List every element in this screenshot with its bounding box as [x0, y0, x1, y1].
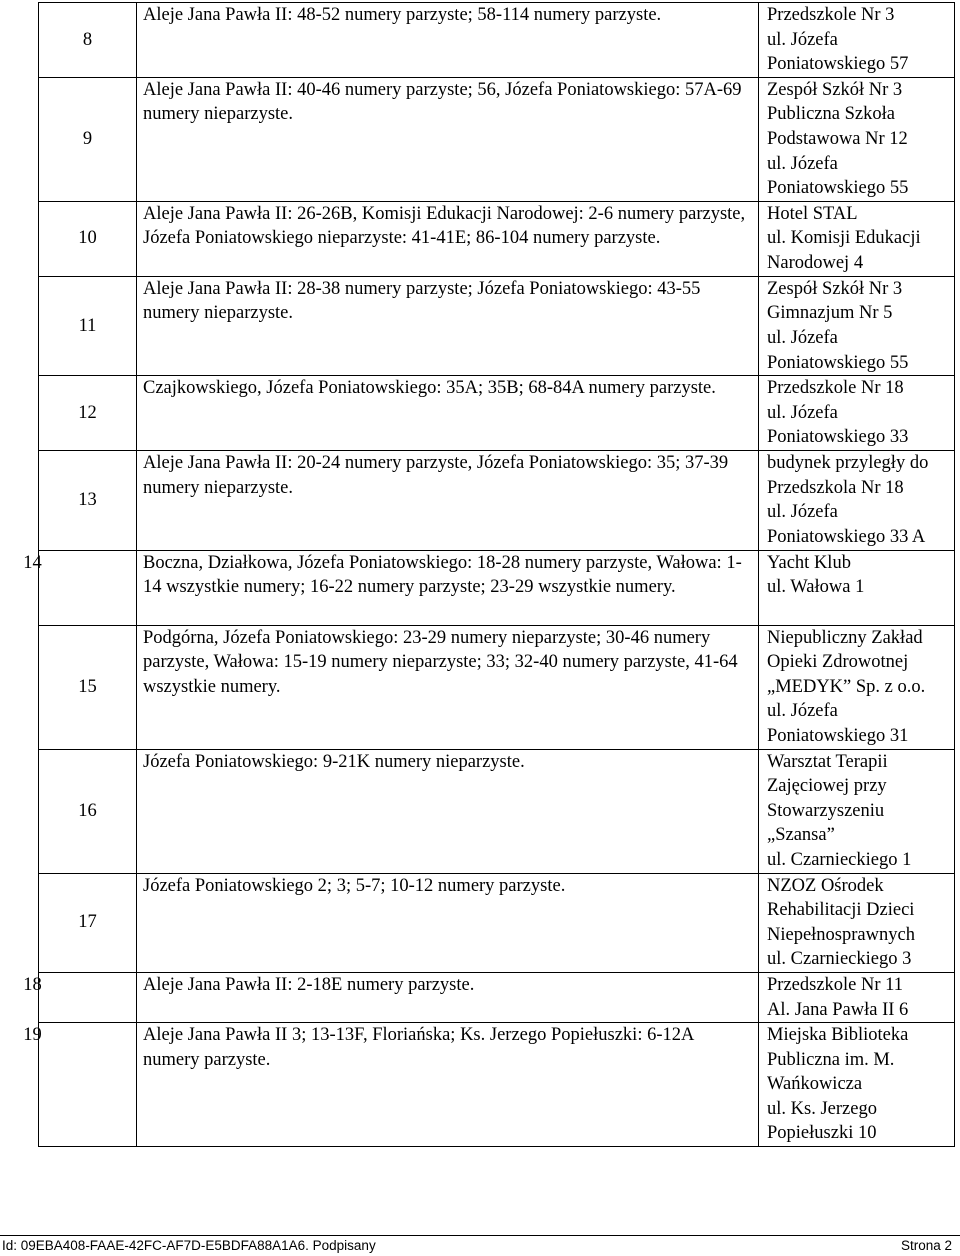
place-line: Gimnazjum Nr 5 — [767, 303, 893, 324]
polling-place-cell — [759, 3, 955, 78]
district-number: 13 — [39, 451, 137, 550]
streets-cell: Aleje Jana Pawła II: 20-24 numery parzyste, Józefa Poniatowskiego: 35; 37-39 numery nieparzyste. — [137, 451, 759, 550]
place-line: Narodowej 4 — [767, 252, 864, 273]
place-line: ul. Józefa — [767, 502, 838, 523]
place-line: ul. Czarnieckiego 3 — [767, 949, 912, 970]
district-number: 9 — [39, 77, 137, 201]
place-line: Al. Jana Pawła II 6 — [767, 999, 909, 1020]
place-line: Niepełnosprawnych — [767, 924, 915, 945]
polling-place-cell — [759, 376, 955, 451]
place-line: Wańkowicza — [767, 1074, 863, 1095]
polling-place-cell — [759, 972, 955, 1022]
district-number: 15 — [39, 625, 137, 749]
polling-place-cell — [759, 1023, 955, 1147]
document-id: Id: 09EBA408-FAAE-42FC-AF7D-E5BDFA88A1A6. Podpisany — [2, 1238, 376, 1253]
polling-districts-table — [23, 2, 955, 1147]
place-line: ul. Józefa — [767, 327, 838, 348]
polling-place-cell — [759, 625, 955, 749]
district-number: 10 — [39, 201, 137, 276]
polling-place-cell — [759, 873, 955, 972]
place-line: Poniatowskiego 31 — [767, 725, 909, 746]
streets-cell: Aleje Jana Pawła II: 26-26B, Komisji Edukacji Narodowej: 2-6 numery parzyste, Józefa Poniatowskiego nieparzyste: 41-41E; 86-104 numery parzyste. — [137, 201, 759, 276]
polling-place-cell — [759, 451, 955, 550]
streets-cell: Aleje Jana Pawła II: 28-38 numery parzyste; Józefa Poniatowskiego: 43-55 numery nieparzyste. — [137, 276, 759, 375]
place-line: Zespół Szkół Nr 3 — [767, 278, 903, 299]
place-line: Publiczna im. M. — [767, 1049, 895, 1070]
place-line: ul. Czarnieckiego 1 — [767, 849, 912, 870]
district-number: 18 — [39, 972, 137, 1022]
place-line: „Szansa” — [767, 825, 835, 846]
place-line: Przedszkola Nr 18 — [767, 477, 904, 498]
place-line: ul. Wałowa 1 — [767, 577, 865, 598]
polling-place-cell — [759, 77, 955, 201]
place-line: Niepubliczny Zakład — [767, 627, 923, 648]
place-line: ul. Komisji Edukacji — [767, 228, 921, 249]
streets-cell: Aleje Jana Pawła II: 48-52 numery parzyste; 58-114 numery parzyste. — [137, 3, 759, 78]
table-row — [39, 550, 955, 625]
place-line: NZOZ Ośrodek — [767, 875, 884, 896]
streets-cell: Czajkowskiego, Józefa Poniatowskiego: 35A; 35B; 68-84A numery parzyste. — [137, 376, 759, 451]
polling-place-cell — [759, 749, 955, 873]
place-line: Miejska Biblioteka — [767, 1025, 909, 1046]
district-number: 12 — [39, 376, 137, 451]
table-row — [39, 3, 955, 78]
place-line: Poniatowskiego 57 — [767, 54, 909, 75]
place-line: Przedszkole Nr 3 — [767, 5, 895, 25]
place-line: ul. Józefa — [767, 701, 838, 722]
place-line: Poniatowskiego 33 — [767, 427, 909, 448]
place-line: Opieki Zdrowotnej — [767, 652, 909, 673]
place-line: Zajęciowej przy — [767, 776, 887, 797]
place-line: Rehabilitacji Dzieci — [767, 900, 915, 921]
streets-cell: Józefa Poniatowskiego 2; 3; 5-7; 10-12 numery parzyste. — [137, 873, 759, 972]
table-row — [39, 201, 955, 276]
place-line: Podstawowa Nr 12 — [767, 128, 908, 149]
place-line: Stowarzyszeniu — [767, 800, 885, 821]
place-line: Poniatowskiego 55 — [767, 352, 909, 373]
place-line: ul. Ks. Jerzego — [767, 1098, 877, 1119]
place-line: Yacht Klub — [767, 552, 851, 573]
place-line: ul. Józefa — [767, 29, 838, 50]
table-row — [39, 1023, 955, 1147]
place-line: Hotel STAL — [767, 203, 858, 224]
place-line: Przedszkole Nr 18 — [767, 378, 904, 399]
place-line: ul. Józefa — [767, 153, 838, 174]
polling-place-cell — [759, 550, 955, 625]
table-row — [39, 972, 955, 1022]
place-line: Warsztat Terapii — [767, 751, 888, 772]
place-line: Poniatowskiego 33 A — [767, 526, 926, 547]
district-number: 17 — [39, 873, 137, 972]
table-row — [39, 749, 955, 873]
place-line: Przedszkole Nr 11 — [767, 974, 903, 995]
place-line: Poniatowskiego 55 — [767, 178, 909, 199]
streets-cell: Aleje Jana Pawła II: 2-18E numery parzyste. — [137, 972, 759, 1022]
table-row — [39, 376, 955, 451]
table-row — [39, 276, 955, 375]
place-line: Zespół Szkół Nr 3 — [767, 79, 903, 100]
district-number: 19 — [39, 1023, 137, 1147]
table-row — [39, 451, 955, 550]
page-footer — [0, 1235, 960, 1253]
place-line: budynek przyległy do — [767, 453, 929, 474]
district-number: 11 — [39, 276, 137, 375]
district-number: 14 — [39, 550, 137, 625]
district-number: 8 — [39, 3, 137, 78]
place-line: Publiczna Szkoła — [767, 104, 895, 125]
streets-cell: Aleje Jana Pawła II 3; 13-13F, Floriańska; Ks. Jerzego Popiełuszki: 6-12A numery parzyste. — [137, 1023, 759, 1147]
polling-place-cell — [759, 276, 955, 375]
place-line: Popiełuszki 10 — [767, 1123, 877, 1144]
page-number: Strona 2 — [900, 1238, 952, 1253]
table-row — [39, 625, 955, 749]
streets-cell: Józefa Poniatowskiego: 9-21K numery nieparzyste. — [137, 749, 759, 873]
table-row — [39, 873, 955, 972]
place-line: ul. Józefa — [767, 402, 838, 423]
streets-cell: Podgórna, Józefa Poniatowskiego: 23-29 numery nieparzyste; 30-46 numery parzyste, Wałowa: 15-19 numery nieparzyste; 33; 32-40 numery parzyste, 41-64 wszystkie numery. — [137, 625, 759, 749]
streets-cell: Aleje Jana Pawła II: 40-46 numery parzyste; 56, Józefa Poniatowskiego: 57A-69 numery nieparzyste. — [137, 77, 759, 201]
table-row — [39, 77, 955, 201]
polling-place-cell — [759, 201, 955, 276]
streets-cell: Boczna, Działkowa, Józefa Poniatowskiego: 18-28 numery parzyste, Wałowa: 1-14 wszystkie numery; 16-22 numery parzyste; 23-29 wszystkie numery. — [137, 550, 759, 625]
place-line: „MEDYK” Sp. z o.o. — [767, 676, 926, 697]
district-number: 16 — [39, 749, 137, 873]
